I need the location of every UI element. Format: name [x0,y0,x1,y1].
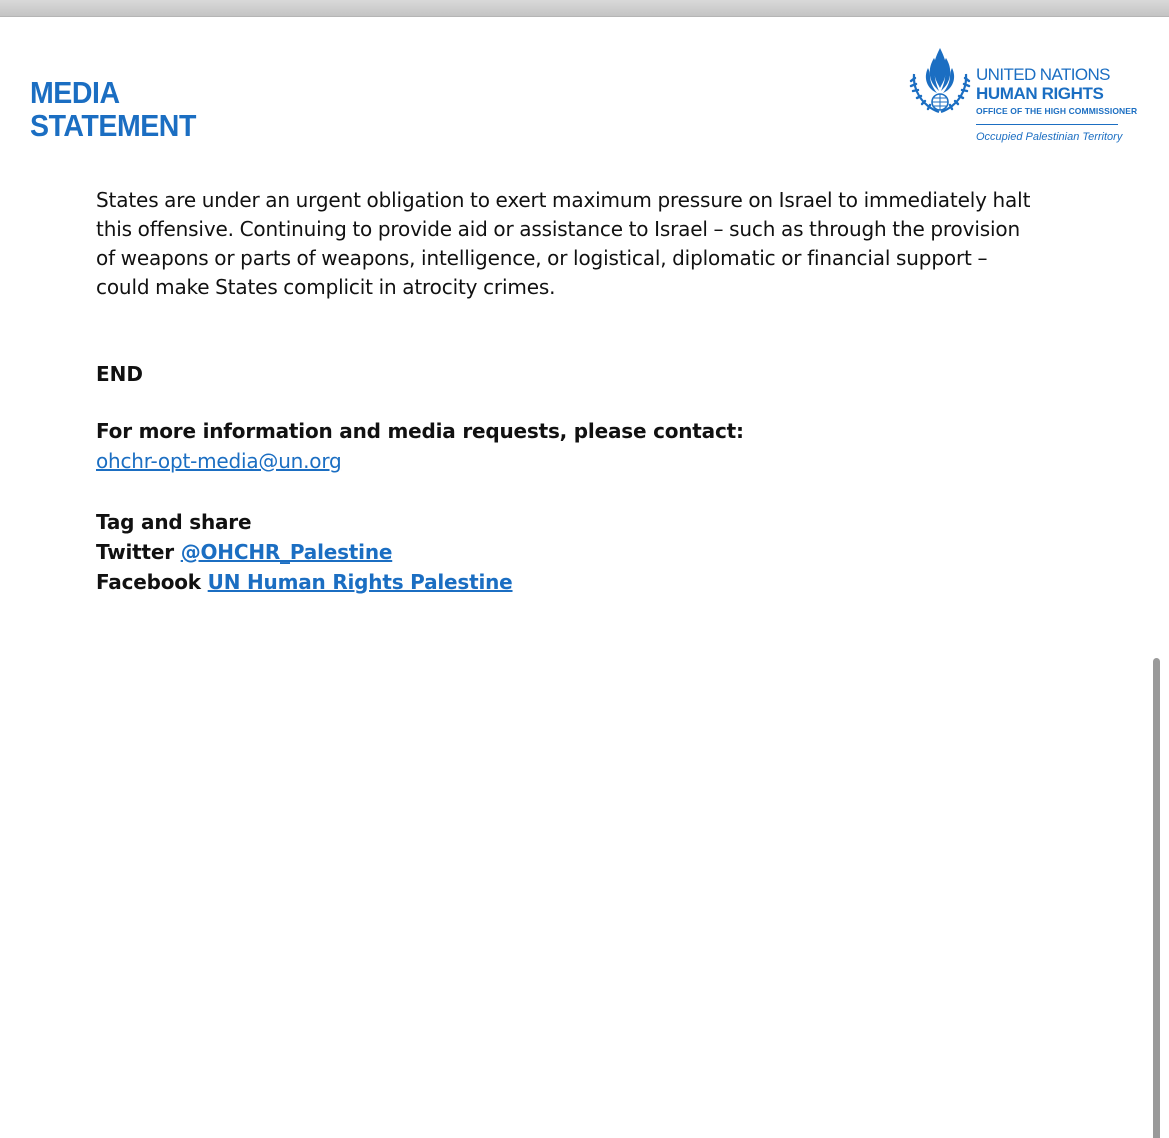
share-section [96,507,513,597]
share-heading: Tag and share [96,510,252,534]
logo-divider [976,124,1118,125]
title-line-statement: STATEMENT [30,108,196,143]
logo-human-rights: HUMAN RIGHTS [976,84,1104,103]
scrollbar-thumb[interactable] [1153,658,1160,1138]
window-top-bar [0,0,1169,17]
logo-office-high-commissioner: OFFICE OF THE HIGH COMMISSIONER [976,106,1138,116]
end-marker: END [96,362,144,386]
twitter-handle-link[interactable]: @OHCHR_Palestine [180,540,393,564]
title-line-media: MEDIA [30,75,120,110]
media-statement-title [30,76,196,142]
statement-body [96,186,1046,302]
statement-paragraph: States are under an urgent obligation to exert maximum pressure on Israel to immediately halt this offensive. Continuing to provide aid or assistance to Israel – such as through the provision of weapons or parts of weapons, intelligence, or logistical, diplomatic or financial support – could make States complicit in atrocity crimes. [96,188,1031,299]
logo-united-nations: UNITED NATIONS [976,65,1110,84]
facebook-label: Facebook [96,570,201,594]
facebook-page-link[interactable]: UN Human Rights Palestine [207,570,513,594]
contact-heading: For more information and media requests, please contact: [96,419,744,443]
facebook-line [96,567,513,597]
un-wreath-flame-icon [908,44,972,116]
logo-occupied-palestinian-territory: Occupied Palestinian Territory [976,131,1123,143]
contact-email-link[interactable]: ohchr-opt-media@un.org [96,449,342,473]
un-human-rights-logo [906,42,1138,152]
twitter-line [96,537,513,567]
twitter-label: Twitter [96,540,174,564]
